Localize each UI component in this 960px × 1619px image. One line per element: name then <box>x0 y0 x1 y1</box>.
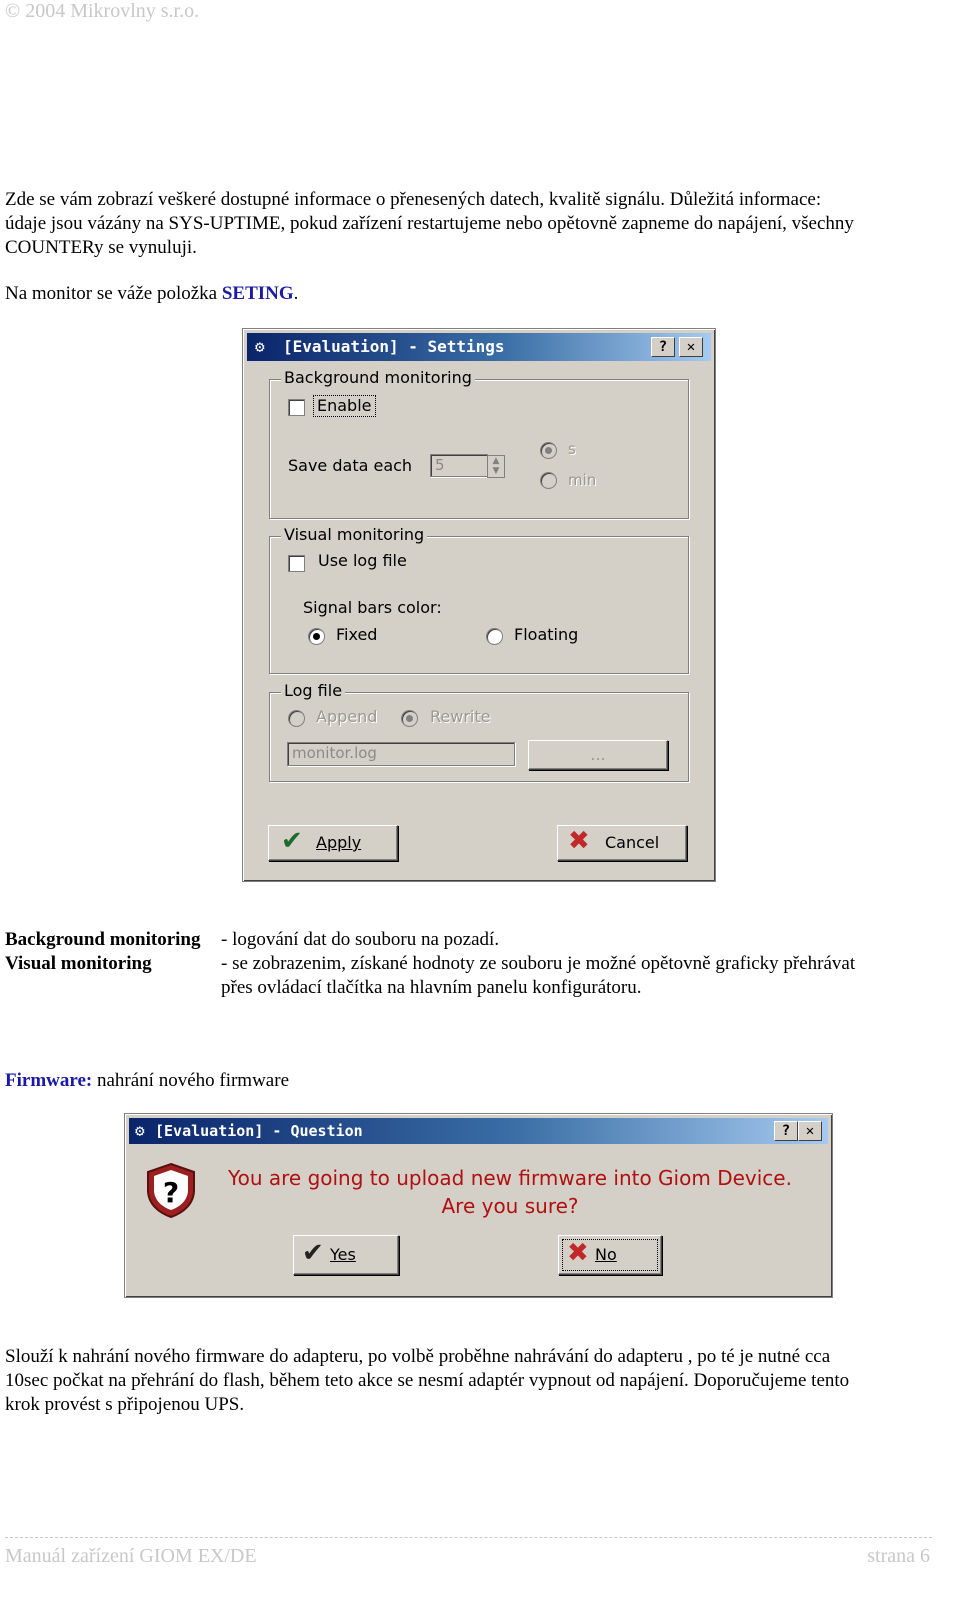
firmware-heading <box>5 1069 955 1093</box>
settings-title: [Evaluation] - Settings <box>283 337 505 356</box>
use-log-checkbox[interactable] <box>288 555 305 572</box>
fixed-radio[interactable] <box>308 628 325 645</box>
background-monitoring-legend: Background monitoring <box>281 369 475 387</box>
footer-page-number: strana 6 <box>867 1545 930 1567</box>
unit-s-label: s <box>568 440 576 458</box>
question-title: [Evaluation] - Question <box>155 1122 363 1140</box>
app-icon: ⚙ <box>135 1121 145 1140</box>
save-interval-field[interactable]: 5 <box>430 454 488 477</box>
browse-button[interactable]: ... <box>528 740 668 770</box>
vis-term-text: Visual monitoring <box>5 953 152 974</box>
help-button[interactable]: ? <box>651 337 675 357</box>
cancel-label: Cancel <box>605 833 660 852</box>
settings-titlebar <box>247 333 711 361</box>
append-radio[interactable] <box>288 710 305 727</box>
bg-term-text: Background monitoring <box>5 929 201 950</box>
floating-label: Floating <box>514 625 579 644</box>
spinner-arrows-icon[interactable]: ▲ ▼ <box>487 455 505 478</box>
unit-min-label: min <box>568 471 597 489</box>
enable-label[interactable]: Enable <box>313 395 376 417</box>
outro-paragraph <box>5 1345 955 1417</box>
rewrite-radio[interactable] <box>401 710 418 727</box>
footer-divider <box>5 1537 932 1538</box>
intro-line: údaje jsou vázány na SYS-UPTIME, pokud zařízení restartujeme nebo opětovně zapneme do napájení, všechny <box>5 213 854 234</box>
cross-icon: ✖ <box>567 1238 589 1268</box>
monitor-sentence <box>5 282 955 306</box>
gear-icon: ⚙ <box>255 337 265 356</box>
monitor-prefix: Na monitor se váže položka <box>5 283 222 304</box>
close-button[interactable]: ✕ <box>679 337 703 357</box>
vis-desc-line: přes ovládací tlačítka na hlavním panelu konfigurátoru. <box>221 977 642 998</box>
question-dialog <box>124 1113 833 1298</box>
question-shield-icon <box>145 1162 197 1218</box>
vis-desc-line: - se zobrazenim, získané hodnoty ze souboru je možné opětovně graficky přehrávat <box>221 953 856 974</box>
no-label: No <box>595 1245 617 1264</box>
apply-label: Apply <box>316 833 362 852</box>
checkmark-icon: ✔ <box>302 1238 324 1268</box>
question-message-line-2: Are you sure? <box>441 1194 579 1218</box>
signal-bars-label: Signal bars color: <box>303 598 442 617</box>
apply-button[interactable] <box>268 825 398 861</box>
question-message-line-1: You are going to upload new firmware into Giom Device. <box>228 1166 792 1190</box>
footer-title: Manuál zařízení GIOM EX/DE <box>5 1545 257 1567</box>
help-button[interactable]: ? <box>774 1121 798 1141</box>
visual-monitoring-legend: Visual monitoring <box>281 526 427 544</box>
log-file-name-field[interactable]: monitor.log <box>287 742 515 766</box>
page-header-copyright: © 2004 Mikrovlny s.r.o. <box>5 0 200 22</box>
rewrite-label: Rewrite <box>430 707 491 726</box>
yes-label: Yes <box>330 1245 356 1264</box>
bg-term <box>5 928 201 952</box>
monitor-suffix: . <box>293 283 299 304</box>
cancel-button[interactable] <box>557 825 687 861</box>
intro-line: COUNTERy se vynuluji. <box>5 237 197 258</box>
cross-icon: ✖ <box>568 826 590 856</box>
use-log-label: Use log file <box>318 551 407 570</box>
unit-min-radio[interactable] <box>540 472 557 489</box>
close-button[interactable]: ✕ <box>798 1121 822 1141</box>
append-label: Append <box>316 707 378 726</box>
intro-line: Zde se vám zobrazí veškeré dostupné informace o přenesených datech, kvalitě signálu. Důležitá informace: <box>5 189 822 210</box>
enable-checkbox[interactable] <box>288 399 305 416</box>
fixed-label: Fixed <box>336 625 378 644</box>
bg-desc: - logování dat do souboru na pozadí. <box>221 929 500 950</box>
firmware-label: Firmware: <box>5 1070 93 1091</box>
intro-paragraph <box>5 188 955 260</box>
firmware-text: nahrání nového firmware <box>92 1070 290 1091</box>
settings-dialog <box>242 328 716 882</box>
outro-line: krok provést s připojenou UPS. <box>5 1394 245 1415</box>
outro-line: Slouží k nahrání nového firmware do adapteru, po volbě proběhne nahrávání do adapteru , po té je nutné cca <box>5 1346 831 1367</box>
vis-term <box>5 952 152 976</box>
unit-s-radio[interactable] <box>540 442 557 459</box>
yes-button[interactable] <box>293 1235 399 1275</box>
outro-line: 10sec počkat na přehrání do flash, během teto akce se nesmí adaptér vypnout od napájení. Doporučujeme tento <box>5 1370 850 1391</box>
no-button[interactable] <box>558 1235 662 1275</box>
log-file-legend: Log file <box>281 682 345 700</box>
checkmark-icon: ✔ <box>281 826 303 856</box>
question-titlebar <box>129 1118 828 1144</box>
seting-link: SETING <box>221 283 294 304</box>
floating-radio[interactable] <box>486 628 503 645</box>
svg-text:?: ? <box>162 1176 180 1209</box>
save-data-label: Save data each <box>288 456 413 475</box>
